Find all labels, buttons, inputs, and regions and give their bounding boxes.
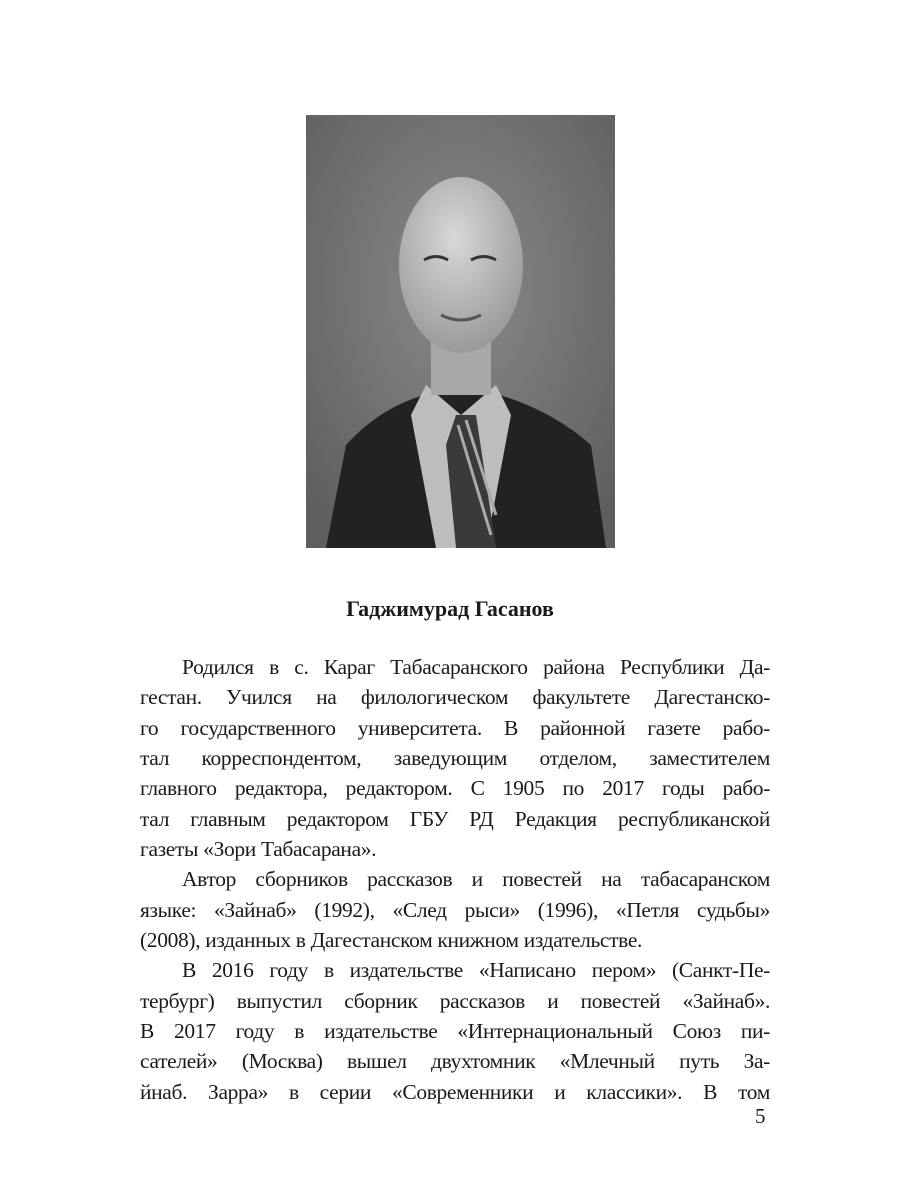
text-line: газеты «Зори Табасарана».: [140, 837, 377, 862]
text-line: Автор сборников рассказов и повестей на табасаранском: [182, 867, 770, 892]
author-portrait-photo: [306, 115, 615, 548]
text-line: тал корреспондентом, заведующим отделом, заместителем: [140, 746, 770, 771]
text-line: гестан. Учился на филологическом факультете Дагестанско-: [140, 685, 770, 710]
text-line: тал главным редактором ГБУ РД Редакция республиканской: [140, 806, 770, 831]
text-line: (2008), изданных в Дагестанском книжном издательстве.: [140, 928, 643, 953]
paragraph-1: [140, 652, 770, 864]
biography-text: [140, 652, 770, 1107]
author-name-heading: Гаджимурад Гасанов: [346, 596, 554, 621]
text-line: главного редактора, редактором. С 1905 по 2017 годы рабо-: [140, 776, 770, 801]
page-number: 5: [755, 1104, 766, 1128]
text-line: В 2017 году в издательстве «Интернациональный Союз пи-: [140, 1019, 770, 1044]
text-line: тербург) выпустил сборник рассказов и повестей «Зайнаб».: [140, 988, 770, 1013]
text-line: В 2016 году в издательстве «Написано пером» (Санкт-Пе-: [182, 958, 770, 983]
text-line: йнаб. Зарра» в серии «Современники и классики». В том: [140, 1079, 770, 1104]
paragraph-3: [140, 955, 770, 1107]
portrait-image: [306, 115, 615, 548]
text-line: языке: «Зайнаб» (1992), «След рыси» (1996), «Петля судьбы»: [140, 897, 770, 922]
text-line: го государственного университета. В районной газете рабо-: [140, 715, 770, 740]
text-line: Родился в с. Караг Табасаранского района Республики Да-: [182, 655, 770, 679]
text-line: сателей» (Москва) вышел двухтомник «Млечный путь За-: [140, 1049, 770, 1074]
paragraph-2: [140, 864, 770, 955]
